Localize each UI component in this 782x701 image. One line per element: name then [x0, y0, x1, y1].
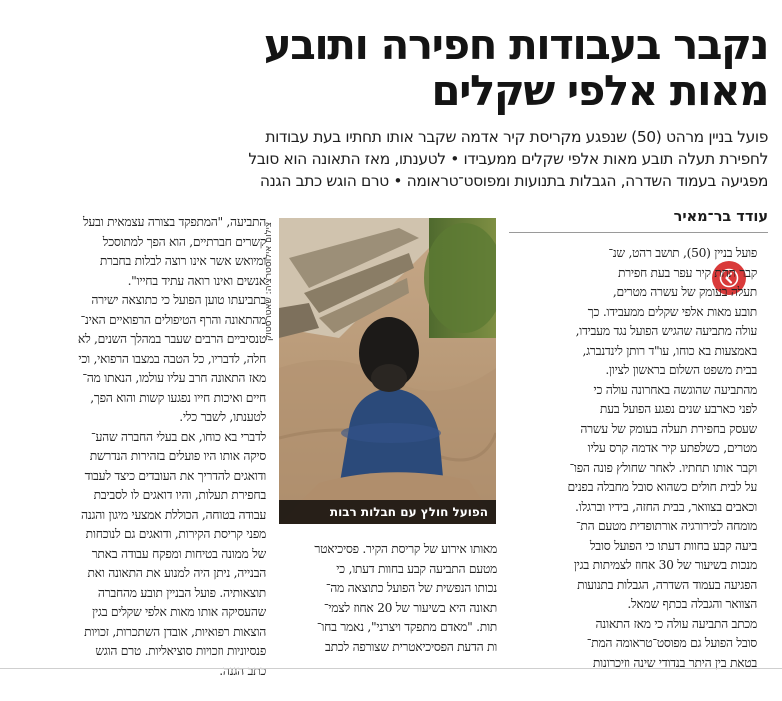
deck-line: מפגיעה בעמוד השדרה, הגבלות בתנועות ומפוסט־טראומה • טרם הוגש כתב הגנה	[259, 172, 768, 190]
article-text-line: באמצעות בא כוחו, עו"ד רותן לינדנברג,	[582, 343, 757, 358]
article-text-line: ומיואש אשר אינו רוצה לבלות בחברת	[99, 254, 266, 268]
article-text-line: אנשים ואינו רואה עתיד בחייו".	[127, 273, 266, 288]
article-text-line: קשרים חברתיים, הוא הפך למתוסכל	[102, 234, 266, 249]
article-text-line: פועל בניין (50), תושב רהט, שנ־	[608, 246, 757, 260]
article-text-line: קבר תחת קיר עפר בעת חפירת	[617, 265, 757, 280]
article-text-line: של ממונה בטיחות ומפקח עבודה באתר	[91, 546, 266, 561]
deck-line: לחפירת תעלה תובע מאות אלפי שקלים ממעבידו • לטענתו, מאז התאונה הוא סובל	[248, 150, 768, 168]
article-text-line: מהתביעה שהוגשה באחרונה עולה כי	[593, 382, 757, 397]
article-text-line: וכאבים בצוואר, בבית החזה, בידיו וברגלו.	[575, 499, 757, 514]
article-text-line: מומחה לכירורגיה אורתופדית מטעם הת־	[575, 519, 757, 533]
article-text-line: תובע מאות אלפי שקלים ממעבידו. כך	[587, 304, 757, 319]
article-text-line: פנסיוניות וזכויות סוציאליות. טרם הוגש	[95, 644, 266, 658]
article-text-line: בטאת בין היתר בנדודי שינה וזיכרונות	[592, 655, 757, 670]
article-text-line: מכתב התביעה עולה כי מאז התאונה	[595, 616, 757, 631]
deck-line: פועל בניין מרהט (50) שנפגע מקריסת קיר אדמה שקבר אותו תחתיו בעת עבודות	[265, 128, 768, 146]
article-text-line: על לבית חולים כשהוא סובל מחבלה בפנים	[567, 480, 757, 494]
article-text-line: הצוואר והגבלה בכתף שמאל.	[627, 597, 757, 611]
article-text-line: עולה מתביעה שהגיש הפועל נגד מעבידו,	[575, 324, 757, 338]
headline	[14, 22, 768, 114]
photo-caption: הפועל חולץ עם חבלות רבות	[279, 500, 496, 524]
article-text-line: מפני קריסת הקירות, ודואגים גם לנוכחות	[85, 527, 266, 541]
article-text-line: מהתאונה והרף הטיפולים הרפואיים האינ־	[80, 312, 266, 327]
article-text-line: ות הדעת הפסיכיאטרית שצורפה לכתב	[324, 639, 497, 654]
worker-buried-illustration	[279, 218, 496, 524]
article-text-line: תעלה בעומק של עשרה מטרים,	[612, 285, 757, 299]
article-text-line: לפני כארבע שנים נפגע הפועל בעת	[599, 402, 757, 416]
article-text-line: סיקה אותו היו פועלים בזהירות הנדרשת	[89, 449, 266, 463]
article-text-line: ביעה קבע בחוות דעתו כי הפועל סובל	[589, 538, 757, 553]
article-text-line: מנכות בשיעור של 30 אחוז לצמיתות בגין	[573, 558, 757, 572]
article-text-line: הפגיעה בעמוד השדרה, הגבלות בתנועות	[577, 577, 757, 592]
page-divider	[0, 668, 782, 669]
article-column-middle	[279, 540, 497, 657]
article-text-line: בבית משפט השלום בראשון לציון.	[605, 363, 757, 377]
article-text-line: מטעם התביעה קבע בחוות דעתו, כי	[336, 561, 497, 576]
article-text-line: מטרים, כשלפתע קיר אדמה קרס עליו	[587, 441, 757, 455]
article-text-line: עבודה בטוחה, הכוללת אמצעי מיגון והגנה	[81, 507, 266, 522]
article-text-line: שהעסיקה אותו מאות אלפי שקלים בגין	[92, 605, 266, 619]
article-text-line: בחפירת תעלות, והיו דואגים לו לסביבת	[93, 488, 266, 502]
article-text-line: בתביעתו טוען הפועל כי כתוצאה ישירה	[91, 293, 266, 307]
byline: עודד בר־מאיר	[509, 208, 768, 233]
article-column-right	[513, 244, 757, 673]
headline-line-2: מאות אלפי שקלים	[431, 66, 768, 115]
article-text-line: שעסק בחפירת תעלה בעומק של עשרה	[580, 421, 757, 436]
subheadline	[14, 126, 768, 192]
article-text-line: חיים ואיכות חייו נפגעו קשות והוא הפך,	[90, 390, 266, 405]
article-text-line: הבנייה, ניתן היה למנוע את התאונה ואת	[87, 566, 266, 580]
article-text-line: טנסיביים הרבים שעבר במהלך השנים, לא	[77, 332, 266, 346]
article-text-line: מאז התאונה חרב עליו עולמו, הנאתו מה־	[82, 371, 266, 385]
article-text-line: ודואגים להדריך את העובדים כיצד לעבוד	[84, 468, 266, 483]
article-text-line: חלה, לדבריו, כל הטבה במצבו הרפואי, וכי	[78, 351, 266, 366]
headline-line-1: נקבר בעבודות חפירה ותובע	[263, 20, 768, 69]
article-text-line: לדברי בא כוחו, אם בעלי החברה שהע־	[91, 429, 266, 444]
article-text-line: כתב הגנה.	[219, 663, 266, 678]
article-text-line: לטענתו, לשבר כלי.	[179, 410, 266, 424]
article-text-line: תאונה היא בשיעור של 20 אחוז לצמי־	[323, 600, 497, 615]
article-column-left	[14, 213, 266, 681]
newspaper-clipping	[14, 8, 770, 678]
article-photo	[279, 218, 496, 524]
article-text-line: סובל הפועל גם מפוסט־טראומה המת־	[586, 636, 757, 650]
article-text-line: מאותו אירוע של קריסת הקיר. פסיכיאטר	[314, 542, 497, 556]
article-text-line: נכותו הנפשית של הפועל כתוצאה מה־	[325, 581, 497, 595]
article-text-line: תוצאותיה. פועל הבניין תובע מהחברה	[97, 585, 266, 600]
photo-credit: צילום אילוסטרציה: שאטרסטוק	[264, 222, 274, 342]
article-text-line: הוצאות רפואיות, אובדן השתכרות, זכויות	[84, 624, 266, 639]
article-text-line: התביעה, "המתפקד בצורה עצמאית ובעל	[82, 215, 266, 229]
article-text-line: תות. "מאדם מתפקד ויצרני", נאמר בחו־	[316, 620, 497, 634]
article-text-line: וקבר אותו תחתיו. לאחר שחולץ פונה הפו־	[569, 460, 757, 475]
